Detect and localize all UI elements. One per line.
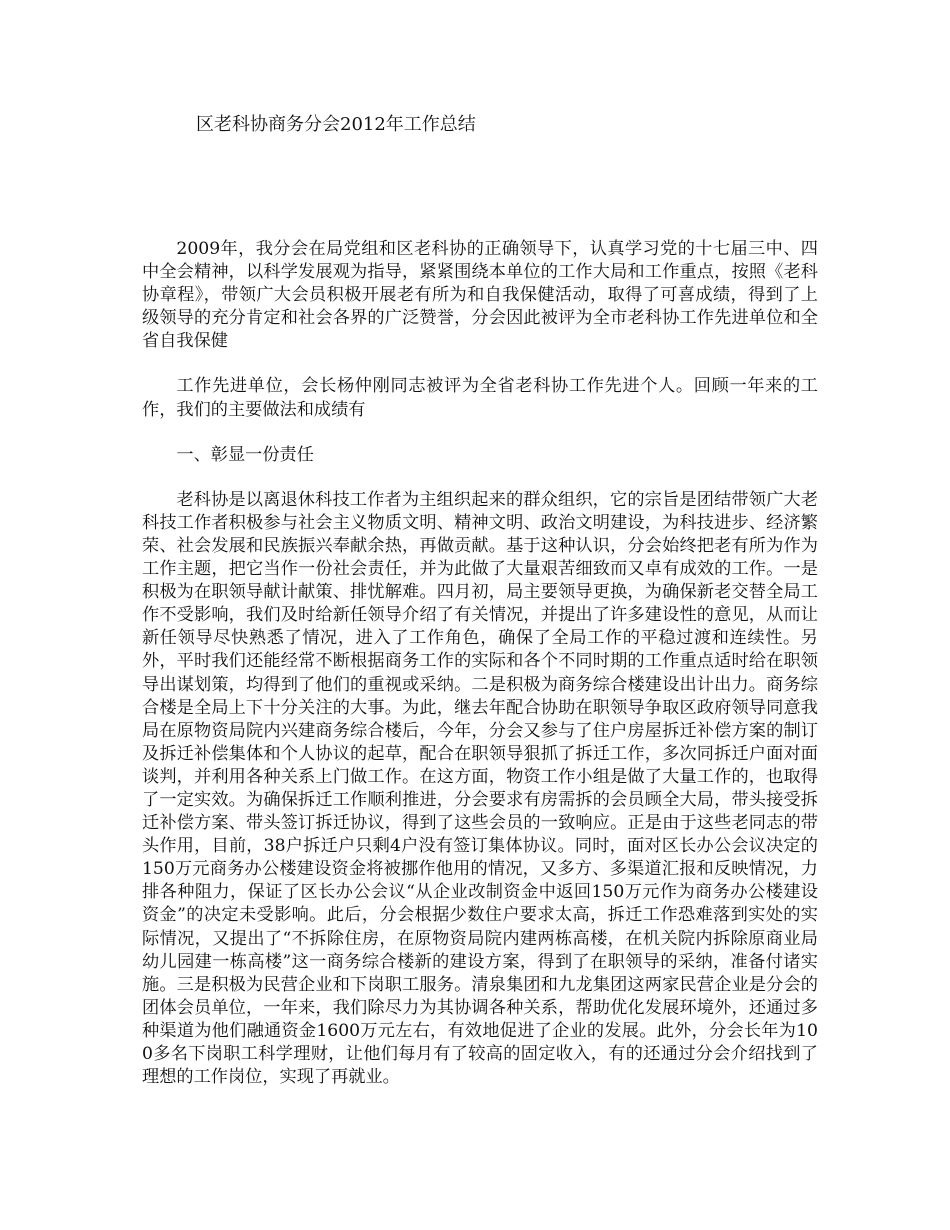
paragraph-intro: 2009年，我分会在局党组和区老科协的正确领导下，认真学习党的十七届三中、四中全会精神，以科学发展观为指导，紧紧围绕本单位的工作大局和工作重点，按照《老科协章程》，带领广大会员积极开展老有所为和自我保健活动，取得了可喜成绩，得到了上级领导的充分肯定和社会各界的广泛赞誉，分会因此被评为全市老科协工作先进单位和全省自我保健 [142,239,818,352]
document-title: 区老科协商务分会2012年工作总结 [196,114,476,135]
document-body [142,238,818,1089]
paragraph-continuation: 工作先进单位，会长杨仲刚同志被评为全省老科协工作先进个人。回顾一年来的工作，我们的主要做法和成绩有 [142,376,818,420]
section-heading: 一、彰显一份责任 [176,444,314,465]
paragraph-section-body: 老科协是以离退休科技工作者为主组织起来的群众组织，它的宗旨是团结带领广大老科技工作者积极参与社会主义物质文明、精神文明、政治文明建设，为科技进步、经济繁荣、社会发展和民族振兴奉献余热，再做贡献。基于这种认识，分会始终把老有所为作为工作主题，把它当作一份社会责任，并为此做了大量艰苦细致而又卓有成效的工作。一是积极为在职领导献计献策、排忧解难。四月初，局主要领导更换，为确保新老交替全局工作不受影响，我们及时给新任领导介绍了有关情况，并提出了许多建设性的意见，从而让新任领导尽快熟悉了情况，进入了工作角色，确保了全局工作的平稳过渡和连续性。另外，平时我们还能经常不断根据商务工作的实际和各个不同时期的工作重点适时给在职领导出谋划策，均得到了他们的重视或采纳。二是积极为商务综合楼建设出计出力。商务综合楼是全局上下十分关注的大事。为此，继去年配合协助在职领导争取区政府领导同意我局在原物资局院内兴建商务综合楼后，今年，分会又参与了住户房屋拆迁补偿方案的制订及拆迁补偿集体和个人协议的起草，配合在职领导狠抓了拆迁工作，多次同拆迁户面对面谈判，并利用各种关系上门做工作。在这方面，物资工作小组是做了大量工作的，也取得了一定实效。为确保拆迁工作顺利推进，分会要求有房需拆的会员顾全大局，带头接受拆迁补偿方案、带头签订拆迁协议，得到了这些会员的一致响应。正是由于这些老同志的带头作用，目前，38户拆迁户只剩4户没有签订集体协议。同时，面对区长办公会议决定的150万元商务办公楼建设资金将被挪作他用的情况，又多方、多渠道汇报和反映情况，力排各种阻力，保证了区长办公会议“从企业改制资金中返回150万元作为商务办公楼建设资金”的决定未受影响。此后，分会根据少数住户要求太高，拆迁工作恐难落到实处的实际情况，又提出了“不拆除住房，在原物资局院内建两栋高楼，在机关院内拆除原商业局幼儿园建一栋高楼”这一商务综合楼新的建设方案，得到了在职领导的采纳，准备付诸实施。三是积极为民营企业和下岗职工服务。清泉集团和九龙集团这两家民营企业是分会的团体会员单位，一年来，我们除尽力为其协调各种关系，帮助优化发展环境外，还通过多种渠道为他们融通资金1600万元左右，有效地促进了企业的发展。此外，分会长年为100多名下岗职工科学理财，让他们每月有了较高的固定收入，有的还通过分会介绍找到了理想的工作岗位，实现了再就业。 [142,489,818,1088]
